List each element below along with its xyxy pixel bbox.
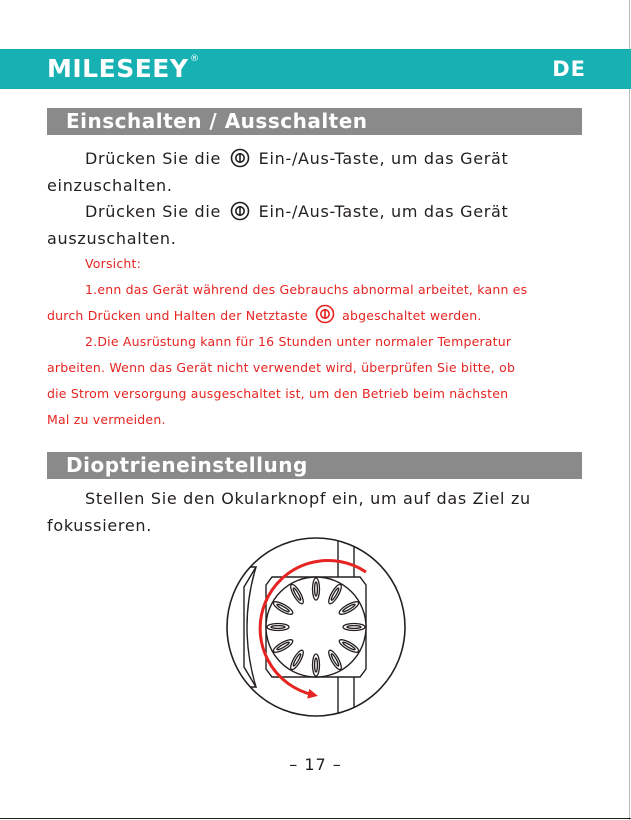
power-button-icon [315,304,335,324]
eyepiece-knob-illustration [226,537,406,717]
footer-rule [0,818,631,819]
section-title-power: Einschalten / Ausschalten [47,108,582,135]
power-off-instruction: Drücken Sie die Ein-/Aus-Taste, um das Gerät auszuschalten. [47,202,509,248]
brand-header [0,49,631,89]
section-title-diopter: Dioptrieneinstellung [47,452,582,479]
diopter-instruction: Stellen Sie den Okularknopf ein, um auf das Ziel zu fokussieren. [47,489,531,535]
caution-title: Vorsicht: [85,256,142,271]
power-button-icon [230,148,250,168]
caution-block: Vorsicht: 1.enn das Gerät während des Gebrauchs abnormal arbeitet, kann es durch Drücken und Halten der Netztaste abgeschaltet werden. 2.Die Ausrüstung kann für 16 Stunden unter normaler Temperatur arbeiten. Wenn das Gerät nicht verwendet wird, überprüfen Sie bitte, ob die Strom versorgung ausgeschaltet ist, um den Betrieb beim nächsten Mal zu vermeiden. [47,256,528,427]
brand-logo: MILESEEY [47,54,189,83]
page-number: – 17 – [289,755,342,774]
page-edge-rule [629,0,630,820]
registered-mark: ® [190,54,199,64]
power-button-icon [230,201,250,221]
power-on-instruction: Drücken Sie die Ein-/Aus-Taste, um das Gerät einzuschalten. [47,149,509,195]
language-code: DE [552,57,586,81]
